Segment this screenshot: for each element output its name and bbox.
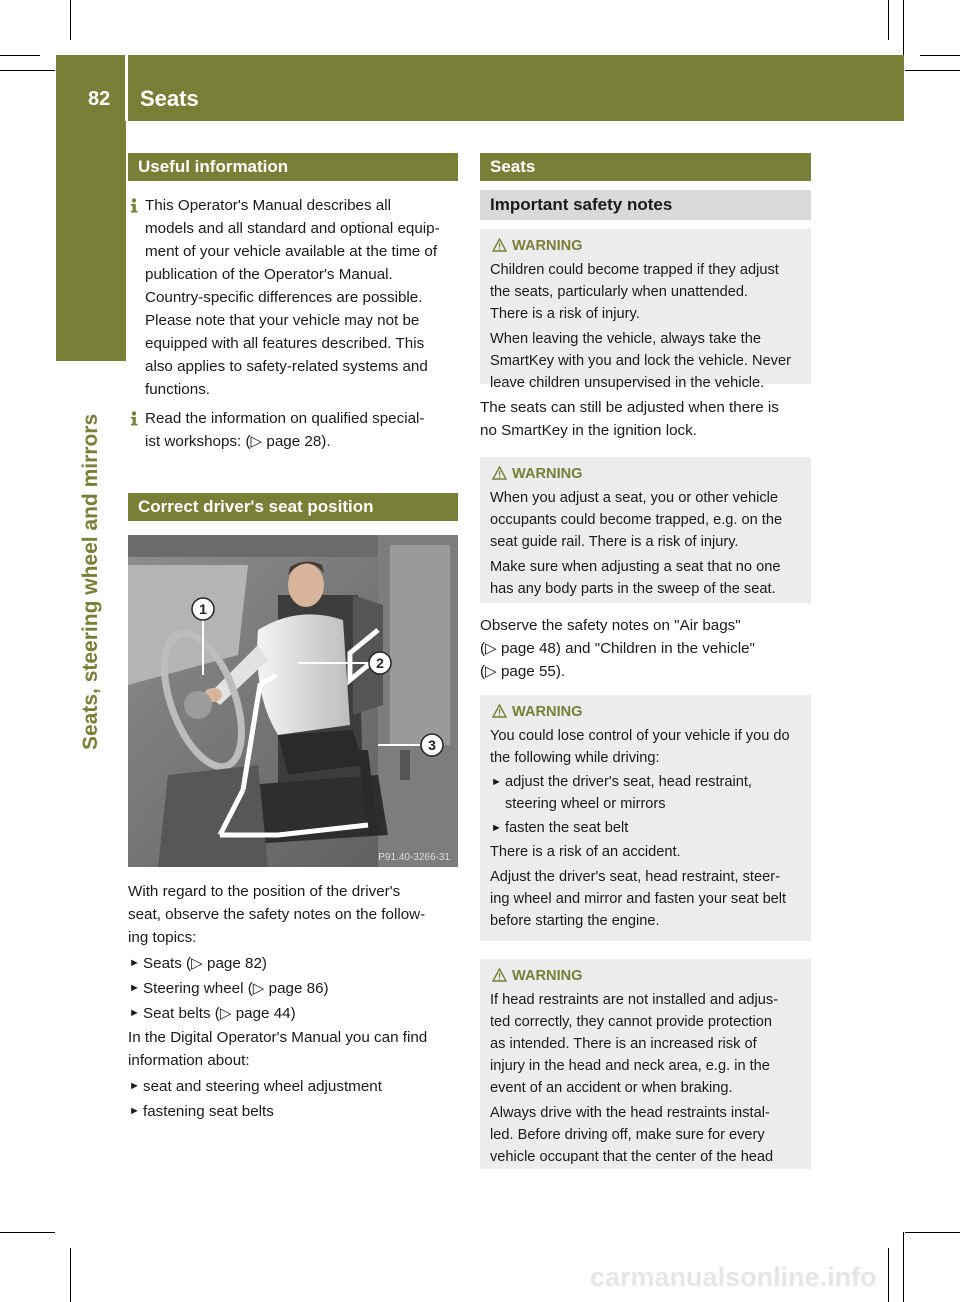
info-icon <box>128 198 140 213</box>
text-line: seat, observe the safety notes on the follow- <box>128 906 426 923</box>
text-line: no SmartKey in the ignition lock. <box>480 422 697 439</box>
list-item <box>490 817 803 839</box>
text-line: information about: <box>128 1052 250 1069</box>
digital-manual-text <box>128 1026 458 1072</box>
warning-text <box>490 1102 803 1168</box>
warning-box <box>480 229 811 391</box>
text-line: before starting the engine. <box>490 913 660 929</box>
watermark: carmanualsonline.info <box>590 1262 877 1292</box>
warning-title <box>490 965 803 987</box>
callout-1 <box>192 598 214 620</box>
text-line: Children could become trapped if they adjust <box>490 262 779 278</box>
warning-title <box>490 463 803 485</box>
crop-mark <box>905 70 960 71</box>
topic-list <box>128 952 458 1025</box>
bullet-icon: ► <box>129 1080 140 1092</box>
callout-1-label: 1 <box>199 601 207 617</box>
info-note <box>128 407 458 453</box>
warning-text <box>490 259 803 325</box>
warning-text <box>490 866 803 932</box>
warning-box <box>480 457 811 603</box>
text-line: event of an accident or when braking. <box>490 1080 733 1096</box>
text-line: ted correctly, they cannot provide protection <box>490 1014 773 1030</box>
text-line: equipped with all features described. This <box>145 335 425 352</box>
warning-icon <box>492 238 507 252</box>
airbag-link-line[interactable]: Observe the safety notes on "Air bags" <box>480 617 741 634</box>
warning-title <box>490 235 803 257</box>
text-line: If head restraints are not installed and adjus- <box>490 992 778 1008</box>
text-line: When leaving the vehicle, always take the <box>490 331 761 347</box>
list-item[interactable] <box>128 977 458 1000</box>
text-line: When you adjust a seat, you or other vehicle <box>490 490 778 506</box>
text-line: models and all standard and optional equip- <box>145 220 440 237</box>
callout-2-label: 2 <box>376 655 384 671</box>
warning-box <box>480 959 811 1169</box>
section-heading-seats: Seats <box>480 153 811 181</box>
text-line: as intended. There is an increased risk of <box>490 1036 757 1052</box>
callout-3 <box>421 734 443 756</box>
text-line: has any body parts in the sweep of the seat. <box>490 581 776 597</box>
crop-mark <box>70 1248 71 1302</box>
body-text <box>480 396 811 442</box>
crop-mark <box>903 0 904 55</box>
warning-title-text: WARNING <box>512 704 583 720</box>
text-line: occupants could become trapped, e.g. on the <box>490 512 783 528</box>
left-column <box>128 153 458 521</box>
seat-position-intro <box>128 880 458 949</box>
text-line: also applies to safety-related systems and <box>145 358 428 375</box>
text-line: steering wheel or mirrors <box>505 796 666 812</box>
crop-mark <box>905 1232 960 1233</box>
crop-mark <box>70 0 71 40</box>
callout-2 <box>369 652 391 674</box>
warning-title-text: WARNING <box>512 238 583 254</box>
body-text <box>480 614 811 683</box>
bullet-icon: ► <box>491 822 502 834</box>
subheading-safety-notes: Important safety notes <box>480 190 811 220</box>
text-line: SmartKey with you and lock the vehicle. Never <box>490 353 791 369</box>
crop-mark <box>903 1232 904 1302</box>
text-line: ment of your vehicle available at the time of <box>145 243 438 260</box>
list-item-text: Seats (▷ page 82) <box>143 955 267 972</box>
left-column-lower <box>128 880 458 1123</box>
crop-mark <box>888 0 889 40</box>
list-item-text: seat and steering wheel adjustment <box>143 1078 382 1095</box>
bullet-icon: ► <box>129 1105 140 1117</box>
warning-icon <box>492 704 507 718</box>
seat-illustration <box>128 535 458 867</box>
text-line: You could lose control of your vehicle if you do <box>490 728 790 744</box>
warning-text: There is a risk of an accident. <box>490 844 681 860</box>
page-number: 82 <box>88 88 111 110</box>
list-item[interactable] <box>128 1002 458 1025</box>
warning-icon <box>492 968 507 982</box>
list-item-text: Steering wheel (▷ page 86) <box>143 980 329 997</box>
text-line: Read the information on qualified special- <box>145 410 425 427</box>
warning-title <box>490 701 803 723</box>
text-line: ing wheel and mirror and fasten your seat belt <box>490 891 787 907</box>
bullet-icon: ► <box>491 776 502 788</box>
text-line: Make sure when adjusting a seat that no one <box>490 559 781 575</box>
callout-3-label: 3 <box>428 737 436 753</box>
workshop-link-line[interactable]: ist workshops: (▷ page 28). <box>145 433 331 450</box>
text-line: injury in the head and neck area, e.g. in the <box>490 1058 770 1074</box>
text-line: adjust the driver's seat, head restraint, <box>505 774 752 790</box>
warning-title-text: WARNING <box>512 968 583 984</box>
text-line: Country-specific differences are possible. <box>145 289 423 306</box>
crop-mark <box>0 55 40 56</box>
text-line: Please note that your vehicle may not be <box>145 312 420 329</box>
text-line: led. Before driving off, make sure for every <box>490 1127 765 1143</box>
page-title: Seats <box>140 86 199 111</box>
text-line: ing topics: <box>128 929 197 946</box>
text-line: fasten the seat belt <box>505 820 629 836</box>
crop-mark <box>0 1232 55 1233</box>
bullet-icon: ► <box>129 982 140 994</box>
bullet-icon: ► <box>129 957 140 969</box>
list-item <box>490 771 803 815</box>
text-line: Always drive with the head restraints instal- <box>490 1105 770 1121</box>
warning-box <box>480 695 811 941</box>
warning-text <box>490 487 803 553</box>
text-line: This Operator's Manual describes all <box>145 197 392 214</box>
text-line: leave children unsupervised in the vehicle. <box>490 375 765 391</box>
text-line: In the Digital Operator's Manual you can find <box>128 1029 428 1046</box>
warning-text <box>490 556 803 600</box>
info-note <box>128 194 458 401</box>
crop-mark <box>0 70 55 71</box>
warning-text <box>490 989 803 1099</box>
section-heading-seat-position: Correct driver's seat position <box>128 493 458 521</box>
seat-position-figure <box>128 535 458 867</box>
text-line: vehicle occupant that the center of the head <box>490 1149 774 1165</box>
children-link-line[interactable]: (▷ page 48) and "Children in the vehicle" <box>480 640 755 657</box>
list-item[interactable] <box>128 952 458 975</box>
warning-list <box>490 771 803 839</box>
right-column <box>480 153 811 1169</box>
warning-icon <box>492 466 507 480</box>
warning-title-text: WARNING <box>512 466 583 482</box>
text-line: There is a risk of injury. <box>490 306 640 322</box>
digital-list <box>128 1075 458 1123</box>
info-text <box>145 407 458 453</box>
info-text <box>145 194 458 401</box>
info-icon <box>128 411 140 426</box>
text-line: functions. <box>145 381 211 398</box>
text-line: With regard to the position of the driver's <box>128 883 401 900</box>
bullet-icon: ► <box>129 1007 140 1019</box>
figure-code: P91.40-3266-31 <box>378 852 450 863</box>
text-line: seat guide rail. There is a risk of injury. <box>490 534 739 550</box>
crop-mark <box>920 55 960 56</box>
text-line: the following while driving: <box>490 750 660 766</box>
list-item <box>128 1075 458 1098</box>
list-item-text: fastening seat belts <box>143 1103 274 1120</box>
section-heading-useful-info: Useful information <box>128 153 458 181</box>
side-tab-label: Seats, steering wheel and mirrors <box>79 413 102 750</box>
crop-mark <box>888 1248 889 1302</box>
warning-text <box>490 725 803 769</box>
list-item-text: Seat belts (▷ page 44) <box>143 1005 296 1022</box>
text-line: publication of the Operator's Manual. <box>145 266 393 283</box>
text-line: Adjust the driver's seat, head restraint, steer- <box>490 869 780 885</box>
warning-text <box>490 328 803 394</box>
side-tab <box>56 121 126 361</box>
page-ref-line[interactable]: (▷ page 55). <box>480 663 566 680</box>
text-line: The seats can still be adjusted when there is <box>480 399 779 416</box>
text-line: the seats, particularly when unattended. <box>490 284 748 300</box>
list-item <box>128 1100 458 1123</box>
header-divider <box>125 55 128 121</box>
